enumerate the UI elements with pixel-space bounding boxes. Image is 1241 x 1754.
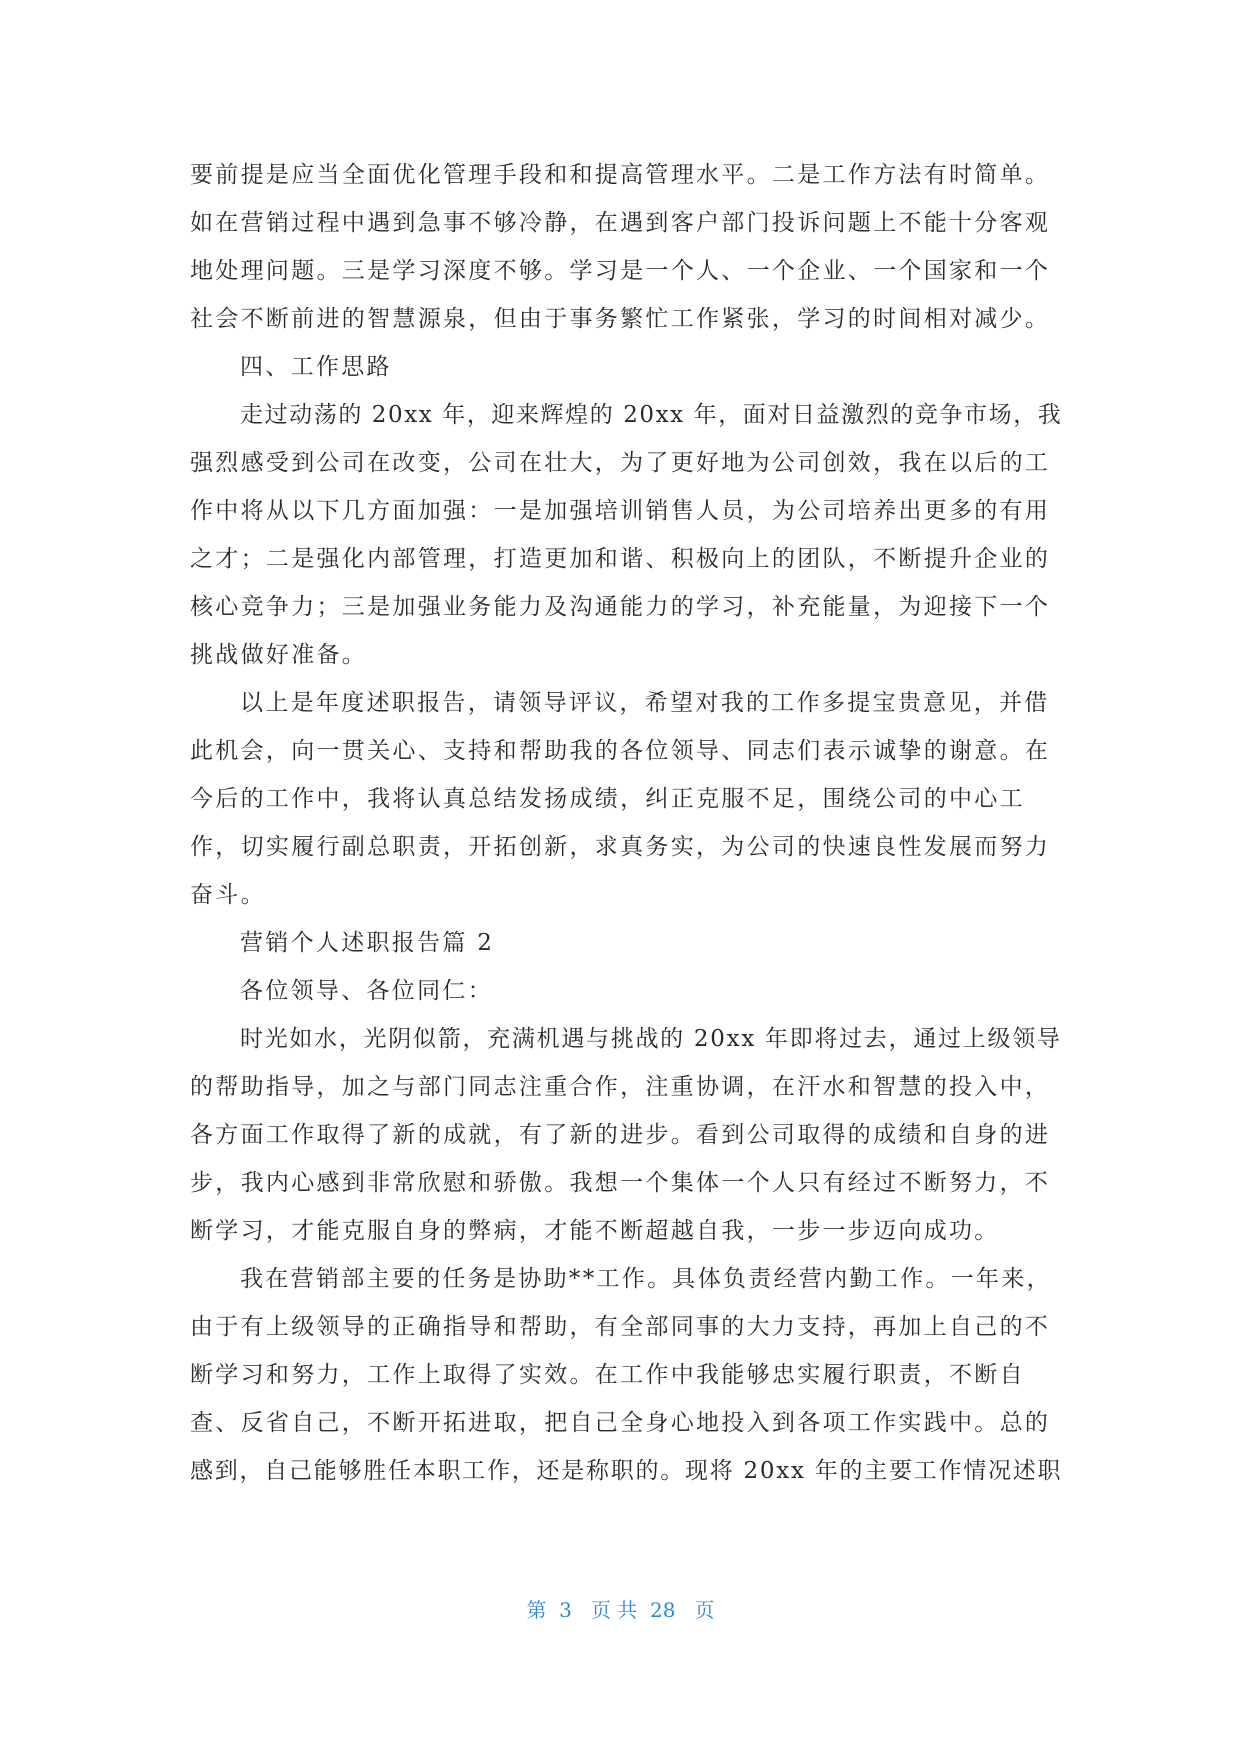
text-line: 如在营销过程中遇到急事不够冷静，在遇到客户部门投诉问题上不能十分客观 (190, 210, 1051, 236)
text-line: 今后的工作中，我将认真总结发扬成绩，纠正克服不足，围绕公司的中心工 (190, 786, 1025, 812)
page-number-footer: 第 3 页 共 28 页 (526, 1598, 715, 1622)
text-line: 各方面工作取得了新的成就，有了新的进步。看到公司取得的成绩和自身的进 (190, 1122, 1051, 1148)
text-line: 走过动荡的 20xx 年，迎来辉煌的 20xx 年，面对日益激烈的竞争市场，我 (240, 402, 1063, 428)
text-line: 核心竞争力；三是加强业务能力及沟通能力的学习，补充能量，为迎接下一个 (190, 594, 1051, 620)
text-line: 感到，自己能够胜任本职工作，还是称职的。现将 20xx 年的主要工作情况述职 (190, 1458, 1063, 1484)
text-line: 作，切实履行副总职责，开拓创新，求真务实，为公司的快速良性发展而努力 (190, 834, 1051, 860)
section-heading: 营销个人述职报告篇 2 (240, 930, 495, 956)
text-line: 查、反省自己，不断开拓进取，把自己全身心地投入到各项工作实践中。总的 (190, 1410, 1051, 1436)
text-line: 步，我内心感到非常欣慰和骄傲。我想一个集体一个人只有经过不断努力，不 (190, 1170, 1051, 1196)
text-line: 强烈感受到公司在改变，公司在壮大，为了更好地为公司创效，我在以后的工 (190, 450, 1051, 476)
text-line: 作中将从以下几方面加强：一是加强培训销售人员，为公司培养出更多的有用 (190, 498, 1051, 524)
salutation: 各位领导、各位同仁： (240, 978, 493, 1004)
text-line: 社会不断前进的智慧源泉，但由于事务繁忙工作紧张，学习的时间相对减少。 (190, 306, 1051, 332)
text-line: 断学习，才能克服自身的弊病，才能不断超越自我，一步一步迈向成功。 (190, 1218, 1000, 1244)
text-line: 奋斗。 (190, 882, 266, 908)
text-line: 由于有上级领导的正确指导和帮助，有全部同事的大力支持，再加上自己的不 (190, 1314, 1051, 1340)
text-line: 此机会，向一贯关心、支持和帮助我的各位领导、同志们表示诚挚的谢意。在 (190, 738, 1051, 764)
text-line: 我在营销部主要的任务是协助**工作。具体负责经营内勤工作。一年来， (240, 1266, 1052, 1292)
text-line: 的帮助指导，加之与部门同志注重合作，注重协调，在汗水和智慧的投入中， (190, 1074, 1051, 1100)
section-heading: 四、工作思路 (240, 354, 392, 380)
text-line: 以上是年度述职报告，请领导评议，希望对我的工作多提宝贵意见，并借 (240, 690, 1050, 716)
text-line: 要前提是应当全面优化管理手段和和提高管理水平。二是工作方法有时简单。 (190, 162, 1051, 188)
text-line: 断学习和努力，工作上取得了实效。在工作中我能够忠实履行职责，不断自 (190, 1362, 1025, 1388)
text-line: 地处理问题。三是学习深度不够。学习是一个人、一个企业、一个国家和一个 (190, 258, 1051, 284)
text-line: 时光如水，光阴似箭，充满机遇与挑战的 20xx 年即将过去，通过上级领导 (240, 1026, 1062, 1052)
text-line: 挑战做好准备。 (190, 642, 368, 668)
text-line: 之才；二是强化内部管理，打造更加和谐、积极向上的团队，不断提升企业的 (190, 546, 1051, 572)
